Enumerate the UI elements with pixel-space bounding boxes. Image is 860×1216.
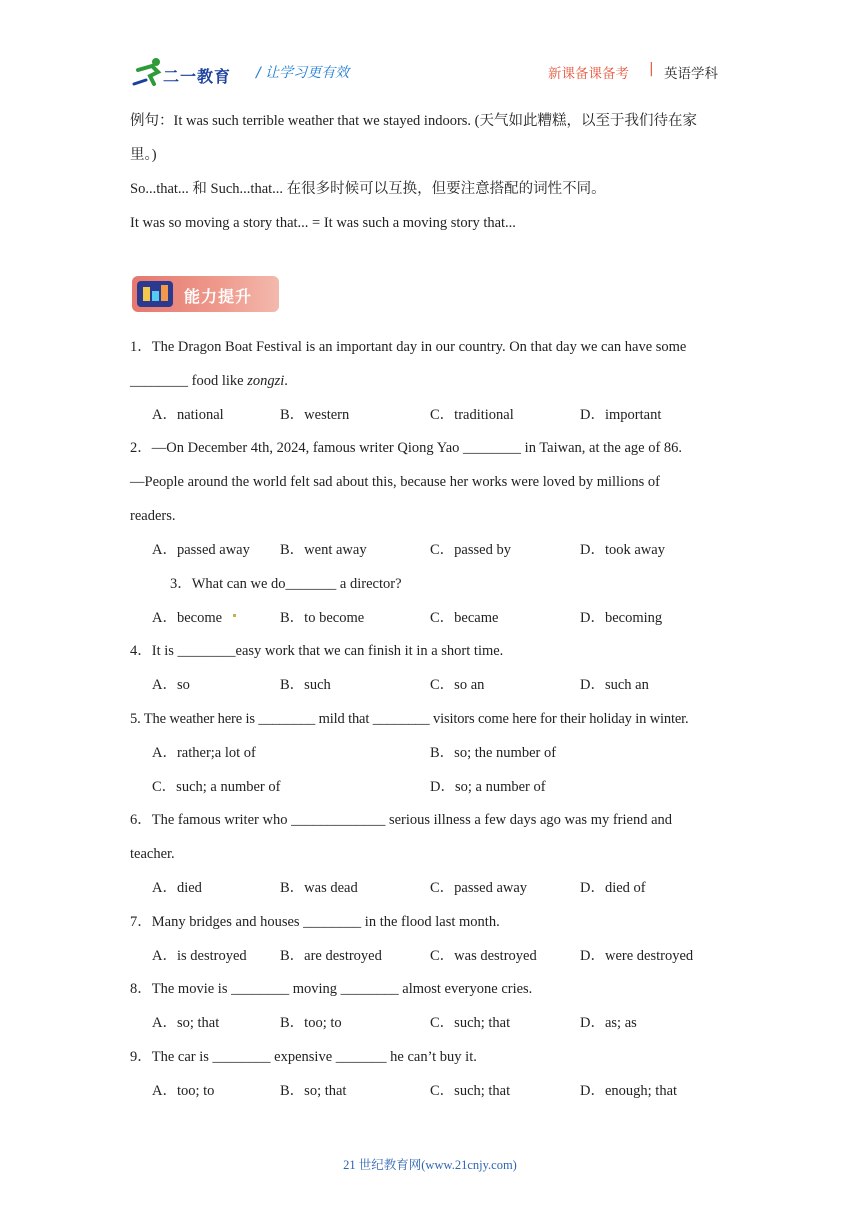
q9-option-c[interactable]: C．such; that: [430, 1083, 511, 1099]
q3-option-d[interactable]: D．becoming: [580, 610, 663, 626]
question-8-line-1: 8．The movie is ________ moving ________ almost everyone cries.: [130, 981, 533, 997]
q2-option-c[interactable]: C．passed by: [430, 542, 511, 558]
question-7-line-1: 7．Many bridges and houses ________ in the flood last month.: [130, 914, 500, 930]
runner-logo-icon: [132, 56, 166, 88]
example-line-1: 例句：It was such terrible weather that we stayed indoors. (天气如此糟糕，以至于我们待在家: [130, 113, 698, 129]
q6-option-c[interactable]: C．passed away: [430, 880, 528, 896]
header-subject: 英语学科: [664, 66, 718, 82]
q1-prefix: ________ food like: [130, 373, 248, 389]
q1-option-a[interactable]: A．national: [152, 407, 224, 423]
q6-option-a[interactable]: A．died: [152, 880, 202, 896]
question-5-line-1: 5. The weather here is ________ mild that ________ visitors come here for their holiday in winter.: [130, 711, 689, 727]
question-1-line-2: [130, 372, 288, 390]
q1-option-c[interactable]: C．traditional: [430, 407, 514, 423]
question-2-line-1: 2．—On December 4th, 2024, famous writer Qiong Yao ________ in Taiwan, at the age of 86.: [130, 440, 683, 456]
q6-option-b[interactable]: B．was dead: [280, 880, 358, 896]
question-1-line-1: 1．The Dragon Boat Festival is an important day in our country. On that day we can have some: [130, 339, 687, 355]
question-4-line-1: 4．It is ________easy work that we can finish it in a short time.: [130, 643, 504, 659]
q1-option-d[interactable]: D．important: [580, 407, 662, 423]
q1-suffix: .: [284, 373, 288, 389]
header-tagline: 新课备课备考: [548, 66, 629, 82]
question-2-line-2: —People around the world felt sad about this, because her works were loved by millions of: [130, 474, 660, 490]
q9-option-d[interactable]: D．enough; that: [580, 1083, 678, 1099]
q4-option-a[interactable]: A．so: [152, 677, 190, 693]
note-line: So...that... 和 Such...that... 在很多时候可以互换，但要注意搭配的词性不同。: [130, 181, 606, 197]
question-6-line-1: 6．The famous writer who _____________ serious illness a few days ago was my friend and: [130, 812, 673, 828]
q7-option-a[interactable]: A．is destroyed: [152, 948, 247, 964]
question-6-line-2: teacher.: [130, 846, 175, 862]
q8-option-b[interactable]: B．too; to: [280, 1015, 342, 1031]
q5-option-c[interactable]: C．such; a number of: [152, 779, 281, 795]
q6-option-d[interactable]: D．died of: [580, 880, 646, 896]
q7-option-d[interactable]: D．were destroyed: [580, 948, 694, 964]
q5-option-d[interactable]: D．so; a number of: [430, 779, 546, 795]
q8-option-a[interactable]: A．so; that: [152, 1015, 220, 1031]
q4-option-b[interactable]: B．such: [280, 677, 331, 693]
q3-option-a[interactable]: A．become: [152, 610, 223, 626]
section-title: 能力提升: [184, 287, 253, 306]
footer-link[interactable]: 21 世纪教育网(www.21cnjy.com): [343, 1158, 517, 1172]
question-3-line-1: 3．What can we do_______ a director?: [170, 576, 402, 592]
question-9-line-1: 9．The car is ________ expensive _______ he can’t buy it.: [130, 1049, 477, 1065]
slogan: / 让学习更有效: [256, 65, 350, 81]
example-line-2: 里。): [130, 147, 157, 163]
q3-option-c[interactable]: C．became: [430, 610, 499, 626]
header-separator: |: [649, 61, 654, 77]
chart-icon: [137, 281, 173, 307]
q5-option-b[interactable]: B．so; the number of: [430, 745, 557, 761]
q8-option-d[interactable]: D．as; as: [580, 1015, 637, 1031]
q7-option-c[interactable]: C．was destroyed: [430, 948, 537, 964]
q2-option-b[interactable]: B．went away: [280, 542, 367, 558]
q4-option-d[interactable]: D．such an: [580, 677, 649, 693]
q2-option-d[interactable]: D．took away: [580, 542, 665, 558]
q8-option-c[interactable]: C．such; that: [430, 1015, 511, 1031]
q9-option-a[interactable]: A．too; to: [152, 1083, 215, 1099]
q7-option-b[interactable]: B．are destroyed: [280, 948, 382, 964]
q1-italic-word: zongzi: [247, 373, 285, 389]
q9-option-b[interactable]: B．so; that: [280, 1083, 347, 1099]
q2-option-a[interactable]: A．passed away: [152, 542, 250, 558]
question-2-line-3: readers.: [130, 508, 176, 524]
q4-option-c[interactable]: C．so an: [430, 677, 485, 693]
decorative-dot: [233, 614, 236, 617]
q5-option-a[interactable]: A．rather;a lot of: [152, 745, 256, 761]
q3-option-b[interactable]: B．to become: [280, 610, 365, 626]
equivalence-line: It was so moving a story that... = It was such a moving story that...: [130, 215, 516, 231]
logo-text: 二一教育: [163, 67, 232, 86]
q1-option-b[interactable]: B．western: [280, 407, 350, 423]
